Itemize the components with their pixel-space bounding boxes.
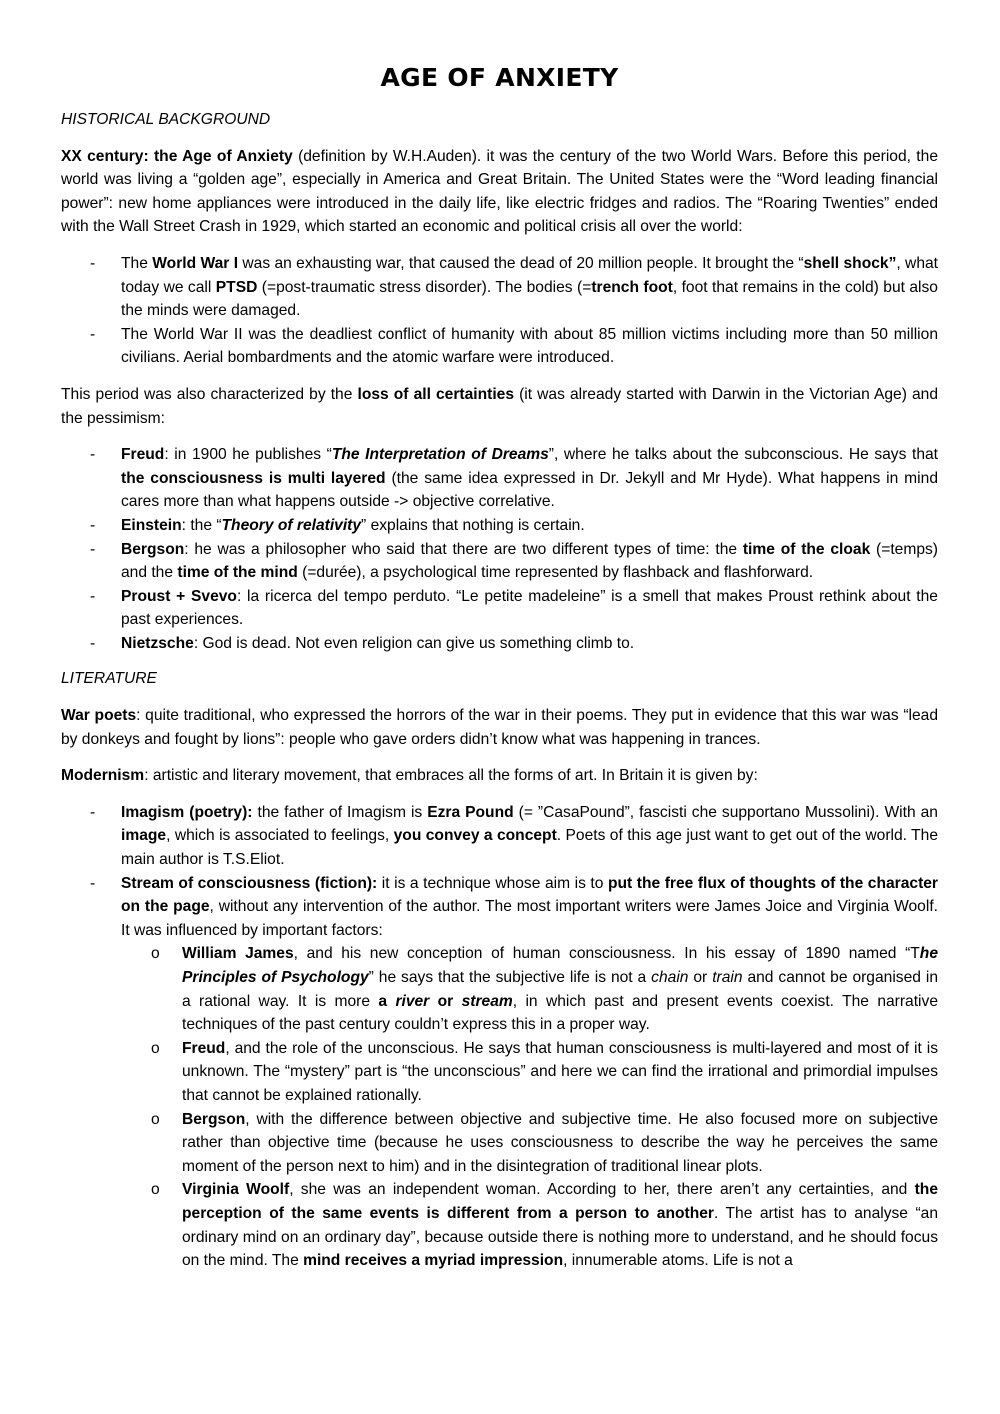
list-item-freud-unconscious — [121, 1037, 938, 1108]
text-run: : God is dead. Not even religion can give us something climb to. — [193, 634, 635, 652]
list-item-ww1 — [61, 252, 938, 323]
text-run: (=durée), a psychological time represented by flashback and flashforward. — [297, 564, 814, 582]
bold-run: Imagism (poetry): — [121, 803, 253, 821]
bold-run: a — [378, 992, 396, 1010]
text-run: (=temps) and the — [121, 540, 939, 582]
list-item-william-james — [121, 942, 938, 1036]
modernism-paragraph — [61, 764, 938, 788]
italic-run: chain — [651, 969, 689, 986]
text-run: , innumerable atoms. Life is not a — [563, 1252, 793, 1270]
period-paragraph — [61, 383, 938, 430]
thinkers-list — [61, 443, 938, 655]
text-run: : he was a philosopher who said that there are two different types of time: the — [184, 540, 743, 558]
italic-run: train — [712, 969, 743, 986]
text-run: ” he says that the subjective life is not a — [368, 969, 652, 986]
text-run: it is a technique whose aim is to — [377, 874, 608, 892]
text-run: This period was also characterized by the — [61, 385, 358, 403]
bold-run: image — [121, 827, 167, 845]
bold-run: mind receives a myriad impression — [303, 1252, 564, 1270]
bold-run: Virginia Woolf — [182, 1181, 290, 1199]
bold-run: loss of all certainties — [357, 385, 514, 403]
text-run: The — [121, 254, 153, 272]
text-run: , which is associated to feelings, — [166, 827, 394, 845]
text-run: (=post-traumatic stress disorder). The bodies (= — [257, 278, 592, 296]
bold-run: shell shock” — [803, 254, 897, 272]
text-run: (it was already started with Darwin in the Victorian Age) and the pessimism: — [61, 385, 938, 427]
text-run: : the “ — [181, 516, 222, 534]
factors-list — [121, 942, 938, 1272]
bold-italic-run: Theory of relativity — [221, 516, 362, 534]
text-run: or — [688, 969, 713, 986]
list-item-virginia-woolf — [121, 1178, 938, 1272]
list-item-bergson-time — [121, 1108, 938, 1179]
text-run: , without any intervention of the author. The most important writers were James Joice and Virginia Woolf. It was influenced by important factors: — [121, 898, 938, 939]
historical-background-heading: HISTORICAL BACKGROUND — [61, 111, 271, 128]
text-run: : artistic and literary movement, that embraces all the forms of art. In Britain it is given by: — [144, 767, 758, 785]
text-run: , in which past and present events coexist. The narrative techniques of the past century couldn’t express this in a proper way. — [182, 992, 938, 1034]
text-run: : in 1900 he publishes “ — [164, 446, 332, 464]
bold-run: World War I — [152, 254, 239, 272]
bold-run: War poets — [61, 707, 137, 725]
bold-italic-run: The Interpretation of Dreams — [331, 446, 549, 464]
bold-run: the perception of the same events is different from a person to another — [182, 1181, 938, 1222]
intro-paragraph — [61, 145, 938, 239]
literature-heading: LITERATURE — [61, 670, 157, 688]
wars-list — [61, 252, 938, 370]
list-item-imagism — [61, 801, 938, 872]
text-run: , she was an independent woman. According to her, there aren’t any certainties, and — [289, 1181, 915, 1199]
text-run: ”, where he talks about the subconscious. He says that — [548, 446, 939, 464]
bold-run: PTSD — [215, 278, 258, 296]
text-run: . The artist has to analyse “an ordinary mind on an ordinary day”, because outside there is nothing more to understand, and he should focus on the mind. The — [182, 1204, 939, 1270]
text-run: , with the difference between objective and subjective time. He also focused more on subjective rather than objective time (because he uses consciousness to describe the way he perceives the same moment of the person next to him) and in the disintegration of traditional linear plots. — [182, 1110, 938, 1175]
bold-run: time of the cloak — [742, 540, 871, 558]
bold-run: Stream of consciousness (fiction): — [121, 874, 378, 892]
bold-run: time of the mind — [177, 564, 298, 582]
text-run: , and his new conception of human consciousness. In his essay of 1890 named “T — [293, 945, 920, 963]
bold-run: Freud — [182, 1039, 226, 1057]
list-item-ww2: - The World War II was the deadliest conflict of humanity with about 85 million victims including more than 50 million civilians. Aerial bombardments and the atomic warfare were introduced. — [61, 323, 938, 370]
bold-run: Proust + Svevo — [121, 587, 237, 605]
text-run: , what today we call — [121, 254, 939, 296]
text-run: was an exhausting war, that caused the dead of 20 million people. It brought the “ — [238, 254, 804, 272]
text-run: , foot that remains in the cold) but also the minds were damaged. — [121, 278, 938, 320]
list-item-bergson — [61, 538, 938, 585]
bold-run: put the free flux of thoughts of the character on the page — [121, 874, 939, 916]
bold-run: Bergson — [121, 540, 185, 558]
bold-run: or — [429, 992, 462, 1010]
list-item-proust — [61, 585, 938, 632]
document-title: AGE OF ANXIETY — [380, 63, 619, 92]
text-run: and cannot be organised in a rational way. It is more — [182, 969, 939, 1010]
bold-run: Bergson — [182, 1110, 246, 1128]
bold-run: Nietzsche — [121, 634, 194, 652]
bold-italic-run: he Principles of Psychology — [182, 945, 938, 986]
text-run: . Poets of this age just want to get out of the world. The main author is T.S.Eliot. — [121, 827, 939, 869]
text-run: : quite traditional, who expressed the horrors of the war in their poems. They put in evidence that this war was “lead by donkeys and fought by lions”: people who gave orders didn’t know what was happening in trances. — [61, 707, 938, 748]
text-run: , and the role of the unconscious. He says that human consciousness is multi-layered and most of it is unknown. The “mystery” part is “the unconscious” and here we can find the irrational and primordial impulses that cannot be explained rationally. — [182, 1039, 938, 1104]
intro-bold: XX century: the Age of Anxiety — [61, 147, 293, 165]
list-item-stream-of-consciousness — [61, 872, 938, 1273]
bold-italic-run: river — [395, 992, 430, 1010]
list-item-nietzsche — [61, 632, 938, 656]
text-run: (the same idea expressed in Dr. Jekyll and Mr Hyde). What happens in mind cares more than what happens outside -> objective correlative. — [121, 469, 938, 511]
list-item-freud — [61, 443, 938, 514]
bold-run: the consciousness is multi layered — [121, 469, 386, 487]
text-run: : la ricerca del tempo perduto. “Le petite madeleine” is a smell that makes Proust rethink about the past experiences. — [121, 587, 938, 629]
bold-run: you convey a concept — [393, 827, 557, 845]
bold-run: trench foot — [591, 278, 673, 296]
bold-run: Modernism — [61, 767, 145, 785]
war-poets-paragraph — [61, 704, 938, 751]
list-item-einstein — [61, 514, 938, 538]
bold-run: Freud — [121, 446, 165, 464]
text-run: ” explains that nothing is certain. — [361, 516, 585, 534]
bold-italic-run: stream — [461, 992, 513, 1010]
intro-text: (definition by W.H.Auden). it was the century of the two World Wars. Before this period, the world was living a “golden age”, especially in America and Great Britain. The United States were the “Word leading financial power”: new home appliances were introduced in the daily life, like electric fridges and radios. The “Roaring Twenties” ended with the Wall Street Crash in 1929, which started an economic and political crisis all over the world: — [61, 147, 938, 236]
bold-run: William James — [182, 945, 294, 963]
bold-run: Ezra Pound — [427, 803, 514, 821]
text-run: (= ”CasaPound”, fascisti che supportano Mussolini). With an — [513, 803, 938, 821]
text-run: the father of Imagism is — [252, 803, 428, 821]
bold-run: Einstein — [121, 516, 182, 534]
modernism-list — [61, 801, 938, 1273]
